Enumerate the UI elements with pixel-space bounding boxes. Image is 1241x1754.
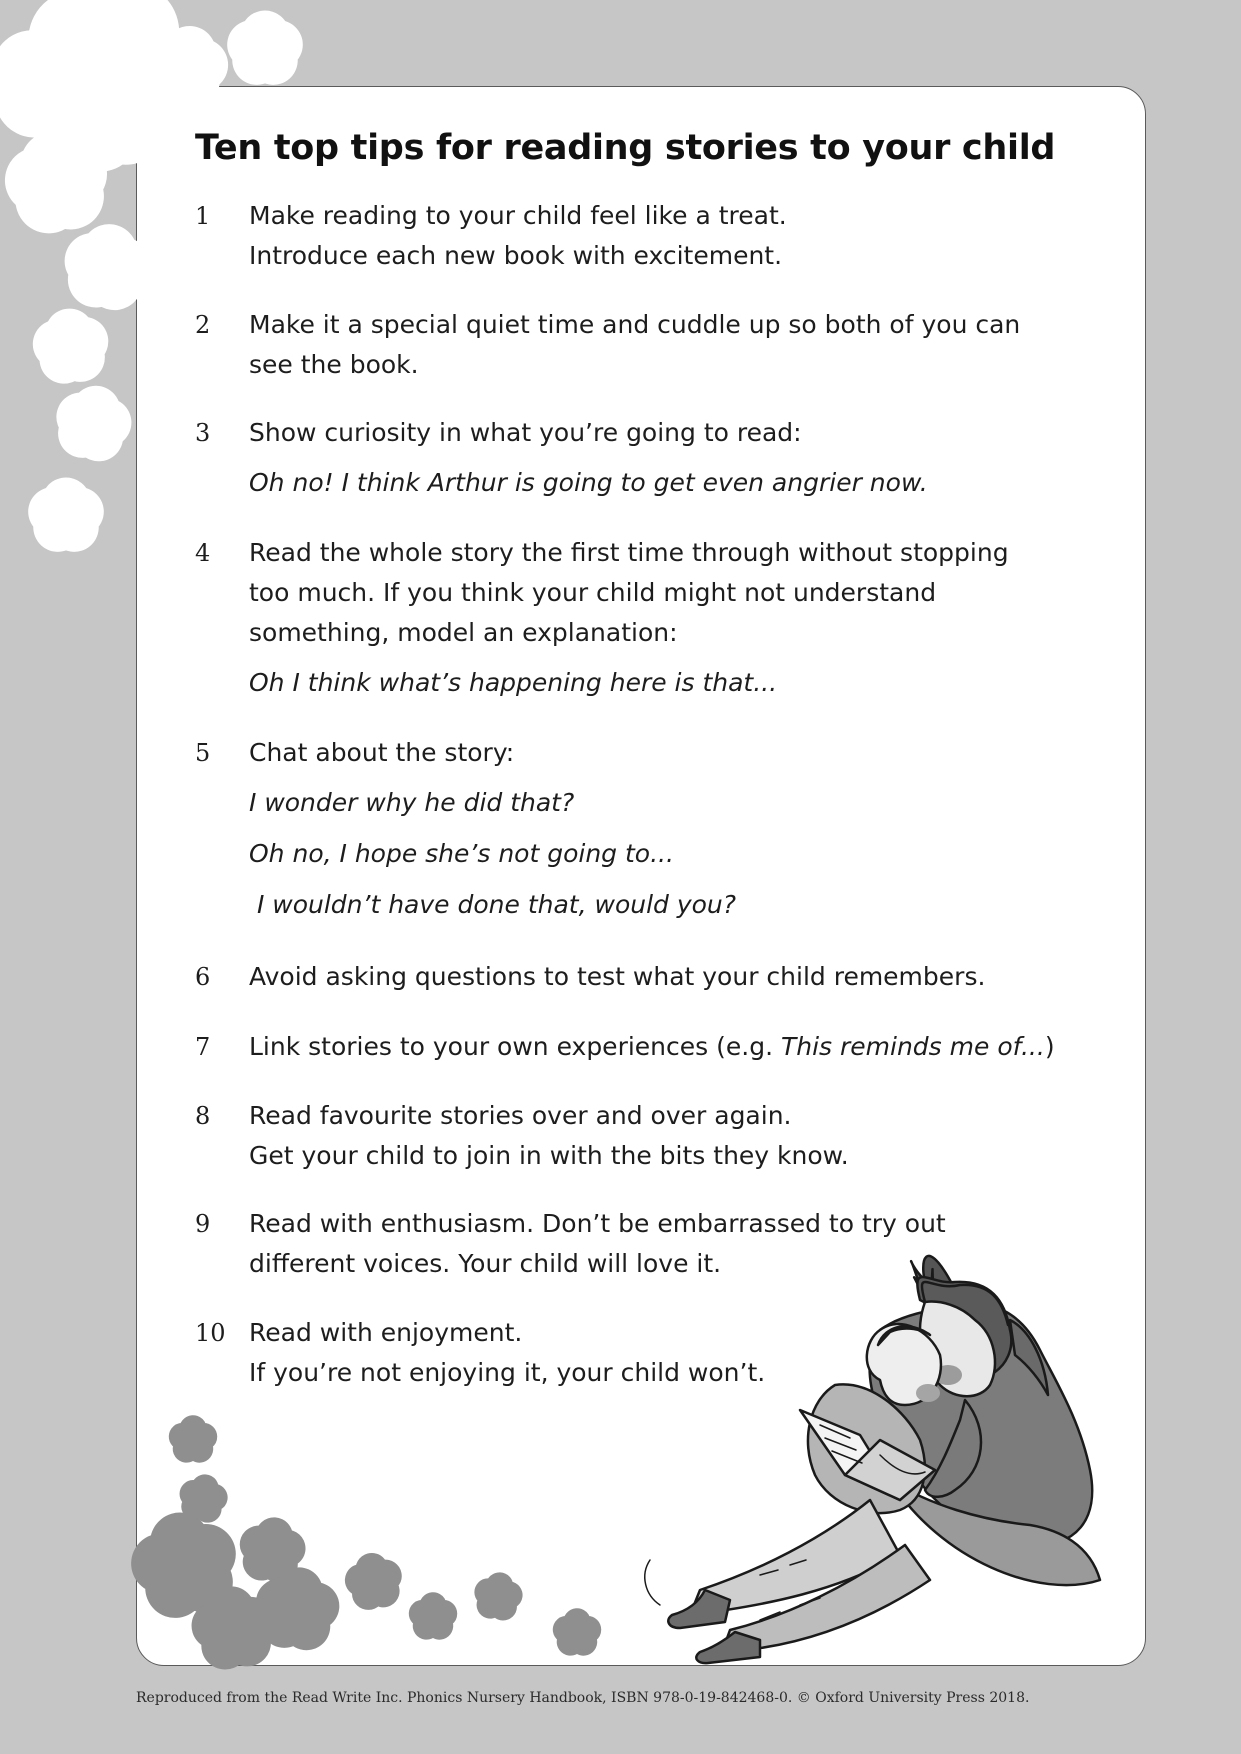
star-icon [567,1622,588,1642]
tip-number: 1 [195,202,211,230]
tip-example: Oh I think what’s happening here is that... [249,668,778,697]
tip-text-line: different voices. Your child will love it. [249,1249,722,1278]
star-icon [423,1606,444,1626]
tip-text-line: Avoid asking questions to test what your child remembers. [249,962,986,991]
star-icon [78,408,109,438]
tip-text-line: Make reading to your child feel like a treat. [249,201,787,230]
tip-number: 10 [195,1319,226,1347]
footer-copyright: Reproduced from the Read Write Inc. Phonics Nursery Handbook, ISBN 978-0-19-842468-0. © Oxford University Press 2018. [136,1690,1030,1706]
star-icon [53,502,80,527]
star-icon [36,161,78,201]
star-icon [256,1534,288,1565]
tip-text-line: Read the whole story the first time through without stopping [249,538,1009,567]
tip-text-line: Read with enthusiasm. Don’t be embarrassed to try out [249,1209,946,1238]
tip-text-line: If you’re not enjoying it, your child won’t. [249,1358,766,1387]
tip-number: 8 [195,1102,211,1130]
tip-number: 2 [195,311,211,339]
star-icon [191,1486,215,1509]
tip-example: I wonder why he did that? [249,788,575,817]
tip-number: 5 [195,739,211,767]
tip-text-line: Chat about the story: [249,738,515,767]
tip-example: Oh no, I hope she’s not going to... [249,839,674,868]
tip-text-italic: This reminds me of... [780,1032,1045,1061]
tip-number: 4 [195,539,211,567]
tip-text-suffix: ) [1044,1032,1055,1061]
tip-text-line: Get your child to join in with the bits they know. [249,1141,849,1170]
girl-reading-to-child-illustration [645,1256,1100,1663]
tip-example: Oh no! I think Arthur is going to get even angrier now. [249,468,928,497]
star-icon [158,1538,212,1590]
star-icon [252,35,279,60]
tip-example: I wouldn’t have done that, would you? [249,890,737,919]
star-icon [90,250,124,283]
star-icon [56,332,85,360]
tip-text-line: Show curiosity in what you’re going to read: [249,418,802,447]
star-icon [277,1589,317,1627]
tip-text-line: Make it a special quiet time and cuddle up so both of you can [249,310,1021,339]
tip-number: 9 [195,1210,211,1238]
star-icon [171,50,204,82]
tip-number: 3 [195,419,211,447]
tip-text-line: Read favourite stories over and over again. [249,1101,792,1130]
page-title: Ten top tips for reading stories to your child [195,128,1056,168]
panel-stars [158,1429,588,1647]
tip-text-line: too much. If you think your child might not understand [249,578,937,607]
tip-text-line: Introduce each new book with excitement. [249,241,783,270]
star-icon [183,1429,204,1449]
star-icon [360,1567,388,1594]
tip-number: 6 [195,963,211,991]
star-icon [486,1585,509,1608]
star-icon [213,1608,254,1647]
star-icon [81,82,134,134]
tip-text-line: see the book. [249,350,419,379]
tip-text-line: something, model an explanation: [249,618,678,647]
tip-text-prefix: Link stories to your own experiences (e.g. [249,1032,781,1061]
tip-text-line: Read with enjoyment. [249,1318,523,1347]
tip-number: 7 [195,1033,211,1061]
background-stars [27,13,279,528]
